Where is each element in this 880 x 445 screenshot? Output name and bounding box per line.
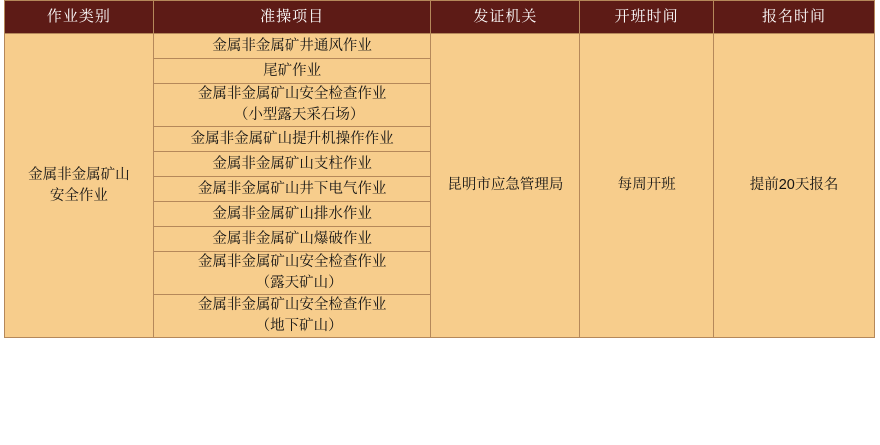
table-row xyxy=(5,34,875,59)
cell-item-main: 金属非金属矿山安全检查作业 xyxy=(197,254,387,270)
cell-item xyxy=(153,127,431,152)
cell-item xyxy=(153,202,431,227)
column-header-authority: 发证机关 xyxy=(431,1,580,34)
cell-item xyxy=(153,59,431,84)
cell-item xyxy=(153,177,431,202)
cell-item xyxy=(153,252,431,295)
cell-item-main: 金属非金属矿山排水作业 xyxy=(212,205,372,222)
cell-item-main: 金属非金属矿山爆破作业 xyxy=(212,230,372,247)
cell-item-main: 金属非金属矿井通风作业 xyxy=(212,37,372,54)
cell-item-main: 金属非金属矿山提升机操作作业 xyxy=(190,130,394,147)
cell-item xyxy=(153,227,431,252)
cell-item xyxy=(153,152,431,177)
cell-start-time: 每周开班 xyxy=(580,34,714,338)
cell-item-main: 金属非金属矿山安全检查作业 xyxy=(197,297,387,313)
cell-item xyxy=(153,295,431,338)
column-header-signup-time: 报名时间 xyxy=(714,1,875,34)
table-header xyxy=(5,1,875,34)
cell-item-main: 金属非金属矿山安全检查作业 xyxy=(197,86,387,102)
cell-category xyxy=(5,34,154,338)
cell-item-main: 金属非金属矿山井下电气作业 xyxy=(197,180,387,197)
cell-item xyxy=(153,34,431,59)
column-header-item: 准操项目 xyxy=(153,1,431,34)
cell-item-sub: （地下矿山） xyxy=(255,318,343,334)
cell-item-main: 金属非金属矿山支柱作业 xyxy=(212,155,372,172)
cell-category-line2: 安全作业 xyxy=(49,187,108,204)
table-body xyxy=(5,34,875,338)
column-header-start-time: 开班时间 xyxy=(580,1,714,34)
column-header-category: 作业类别 xyxy=(5,1,154,34)
table-header-row xyxy=(5,1,875,34)
cell-signup-time: 提前20天报名 xyxy=(714,34,875,338)
cell-item-sub: （小型露天采石场） xyxy=(233,107,365,123)
certification-table xyxy=(4,0,875,338)
cell-authority: 昆明市应急管理局 xyxy=(431,34,580,338)
cell-item-main: 尾矿作业 xyxy=(263,62,322,79)
cell-item xyxy=(153,84,431,127)
cell-category-line1: 金属非金属矿山 xyxy=(28,166,130,183)
cell-item-sub: （露天矿山） xyxy=(255,275,343,291)
